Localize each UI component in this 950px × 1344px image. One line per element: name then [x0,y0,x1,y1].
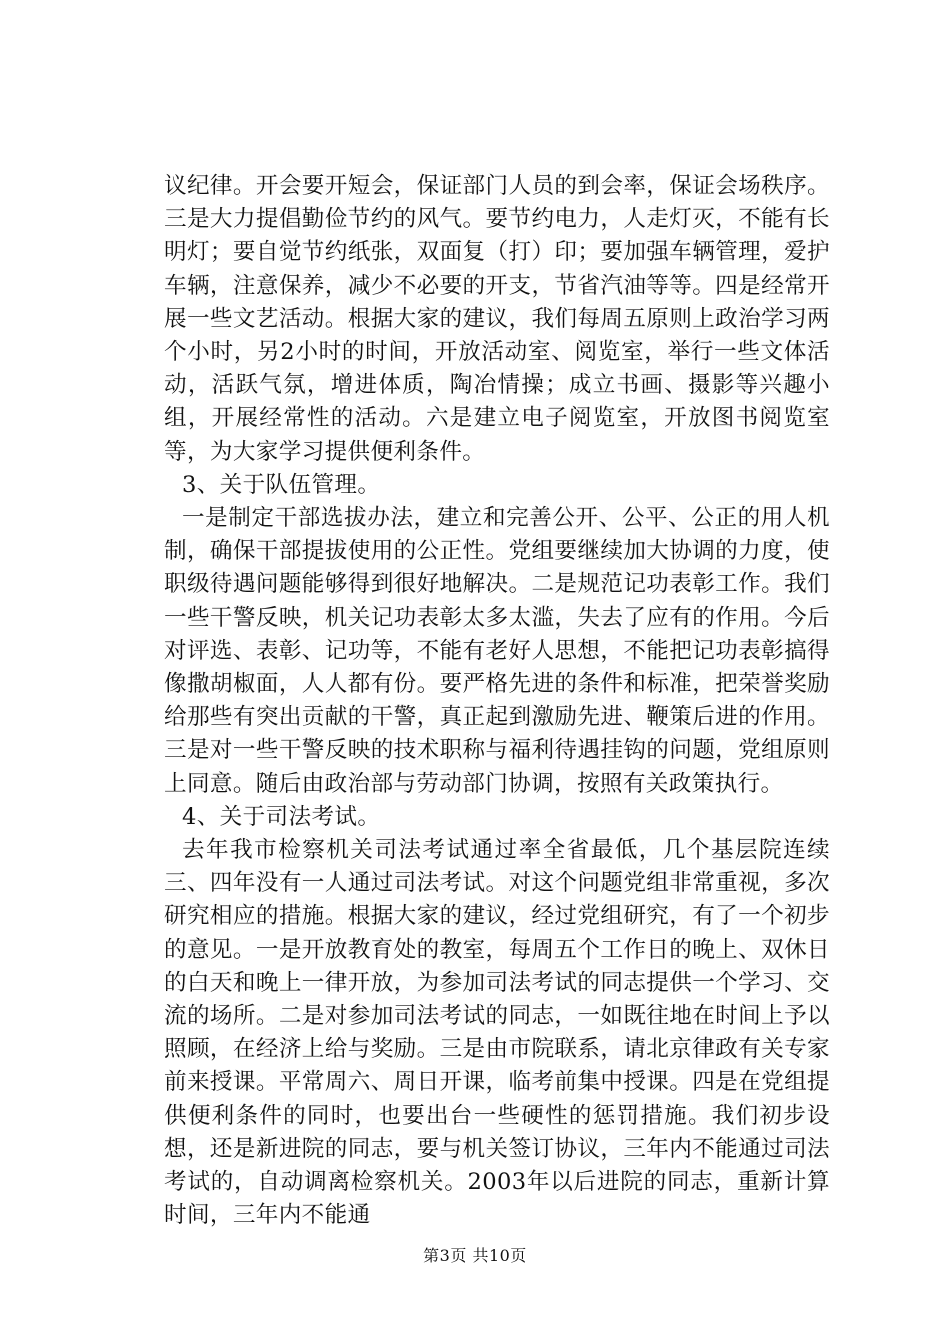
document-body [164,170,830,1233]
paragraph-team-management: 一是制定干部选拔办法，建立和完善公开、公平、公正的用人机制，确保干部提拔使用的公正性。党组要继续加大协调的力度，使职级待遇问题能够得到很好地解决。二是规范记功表彰工作。我们一些干警反映，机关记功表彰太多太滥，失去了应有的作用。今后对评选、表彰、记功等，不能有老好人思想，不能把记功表彰搞得像撒胡椒面，人人都有份。要严格先进的条件和标准，把荣誉奖励给那些有突出贡献的干警，真正起到激励先进、鞭策后进的作用。三是对一些干警反映的技术职称与福利待遇挂钩的问题，党组原则上同意。随后由政治部与劳动部门协调，按照有关政策执行。 [164,505,830,797]
page-number-footer: 第3页 共10页 [423,1246,527,1265]
section-heading-judicial-exam: 4、关于司法考试。 [182,803,381,830]
paragraph-judicial-exam: 去年我市检察机关司法考试通过率全省最低，几个基层院连续三、四年没有一人通过司法考试。对这个问题党组非常重视，多次研究相应的措施。根据大家的建议，经过党组研究，有了一个初步的意见。一是开放教育处的教室，每周五个工作日的晚上、双休日的白天和晚上一律开放，为参加司法考试的同志提供一个学习、交流的场所。二是对参加司法考试的同志，一如既往地在时间上予以照顾，在经济上给与奖励。三是由市院联系，请北京律政有关专家前来授课。平常周六、周日开课，临考前集中授课。四是在党组提供便利条件的同时，也要出台一些硬性的惩罚措施。我们初步设想，还是新进院的同志，要与机关签订协议，三年内不能通过司法考试的，自动调离检察机关。2003年以后进院的同志，重新计算时间，三年内不能通 [164,837,830,1229]
paragraph-discipline-continuation: 议纪律。开会要开短会，保证部门人员的到会率，保证会场秩序。三是大力提倡勤俭节约的风气。要节约电力，人走灯灭，不能有长明灯；要自觉节约纸张，双面复（打）印；要加强车辆管理，爱护车辆，注意保养，减少不必要的开支，节省汽油等等。四是经常开展一些文艺活动。根据大家的建议，我们每周五原则上政治学习两个小时，另2小时的时间，开放活动室、阅览室，举行一些文体活动，活跃气氛，增进体质，陶冶情操；成立书画、摄影等兴趣小组，开展经常性的活动。六是建立电子阅览室，开放图书阅览室等，为大家学习提供便利条件。 [164,173,830,465]
section-heading-team-management: 3、关于队伍管理。 [182,471,381,498]
